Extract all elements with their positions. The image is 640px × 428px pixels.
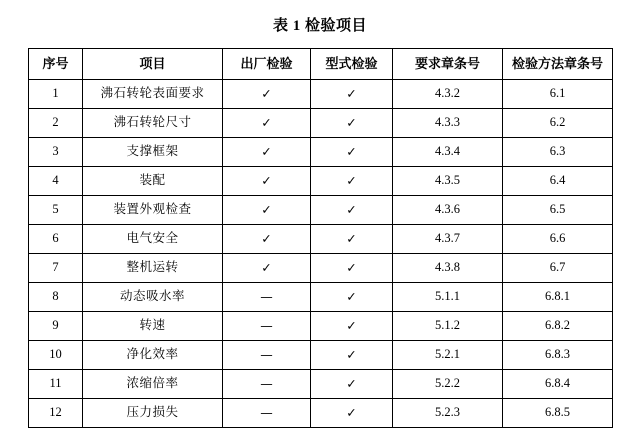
cell-requirement: 5.2.1 [393, 341, 503, 370]
table-header [29, 49, 613, 80]
cell-method: 6.5 [503, 196, 613, 225]
cell-no: 2 [29, 109, 83, 138]
cell-no: 12 [29, 399, 83, 428]
cell-type-inspection: ✓ [311, 254, 393, 283]
cell-factory-inspection: ✓ [223, 254, 311, 283]
cell-type-inspection: ✓ [311, 341, 393, 370]
cell-no: 9 [29, 312, 83, 341]
cell-requirement: 5.2.2 [393, 370, 503, 399]
table-row [29, 225, 613, 254]
cell-requirement: 5.1.2 [393, 312, 503, 341]
cell-item: 沸石转轮表面要求 [83, 80, 223, 109]
cell-factory-inspection: — [223, 370, 311, 399]
cell-method: 6.8.4 [503, 370, 613, 399]
column-header-requirement: 要求章条号 [393, 49, 503, 80]
cell-item: 压力损失 [83, 399, 223, 428]
cell-method: 6.1 [503, 80, 613, 109]
cell-no: 4 [29, 167, 83, 196]
table-row [29, 138, 613, 167]
column-header-no: 序号 [29, 49, 83, 80]
cell-type-inspection: ✓ [311, 399, 393, 428]
table-row [29, 312, 613, 341]
cell-factory-inspection: ✓ [223, 196, 311, 225]
cell-requirement: 4.3.4 [393, 138, 503, 167]
cell-no: 6 [29, 225, 83, 254]
table-row [29, 80, 613, 109]
cell-method: 6.8.3 [503, 341, 613, 370]
cell-item: 整机运转 [83, 254, 223, 283]
cell-factory-inspection: ✓ [223, 109, 311, 138]
cell-method: 6.8.2 [503, 312, 613, 341]
cell-type-inspection: ✓ [311, 283, 393, 312]
cell-requirement: 4.3.7 [393, 225, 503, 254]
cell-item: 装配 [83, 167, 223, 196]
column-header-factory: 出厂检验 [223, 49, 311, 80]
table-row [29, 109, 613, 138]
cell-requirement: 4.3.6 [393, 196, 503, 225]
cell-no: 10 [29, 341, 83, 370]
cell-item: 净化效率 [83, 341, 223, 370]
cell-method: 6.6 [503, 225, 613, 254]
table-row [29, 283, 613, 312]
cell-requirement: 4.3.5 [393, 167, 503, 196]
cell-factory-inspection: — [223, 399, 311, 428]
cell-method: 6.8.5 [503, 399, 613, 428]
cell-method: 6.7 [503, 254, 613, 283]
page-title: 表 1 检验项目 [272, 18, 367, 34]
cell-requirement: 4.3.3 [393, 109, 503, 138]
cell-factory-inspection: ✓ [223, 138, 311, 167]
cell-requirement: 5.1.1 [393, 283, 503, 312]
table-row [29, 399, 613, 428]
table-header-row [29, 49, 613, 80]
cell-item: 转速 [83, 312, 223, 341]
cell-item: 装置外观检查 [83, 196, 223, 225]
inspection-items-table [28, 48, 613, 428]
table-row [29, 254, 613, 283]
cell-item: 电气安全 [83, 225, 223, 254]
cell-factory-inspection: — [223, 283, 311, 312]
cell-no: 3 [29, 138, 83, 167]
cell-method: 6.8.1 [503, 283, 613, 312]
table-container [0, 48, 640, 428]
table-body [29, 80, 613, 428]
cell-type-inspection: ✓ [311, 225, 393, 254]
cell-type-inspection: ✓ [311, 109, 393, 138]
cell-type-inspection: ✓ [311, 167, 393, 196]
table-row [29, 341, 613, 370]
cell-type-inspection: ✓ [311, 312, 393, 341]
cell-factory-inspection: ✓ [223, 80, 311, 109]
cell-method: 6.2 [503, 109, 613, 138]
cell-item: 浓缩倍率 [83, 370, 223, 399]
column-header-method: 检验方法章条号 [503, 49, 613, 80]
cell-item: 支撑框架 [83, 138, 223, 167]
cell-factory-inspection: — [223, 312, 311, 341]
cell-factory-inspection: — [223, 341, 311, 370]
cell-method: 6.3 [503, 138, 613, 167]
cell-no: 7 [29, 254, 83, 283]
cell-no: 5 [29, 196, 83, 225]
cell-item: 沸石转轮尺寸 [83, 109, 223, 138]
column-header-type: 型式检验 [311, 49, 393, 80]
cell-requirement: 5.2.3 [393, 399, 503, 428]
table-row [29, 196, 613, 225]
cell-factory-inspection: ✓ [223, 167, 311, 196]
cell-factory-inspection: ✓ [223, 225, 311, 254]
cell-type-inspection: ✓ [311, 196, 393, 225]
cell-item: 动态吸水率 [83, 283, 223, 312]
table-row [29, 167, 613, 196]
cell-type-inspection: ✓ [311, 370, 393, 399]
cell-no: 11 [29, 370, 83, 399]
cell-type-inspection: ✓ [311, 138, 393, 167]
cell-requirement: 4.3.2 [393, 80, 503, 109]
cell-method: 6.4 [503, 167, 613, 196]
cell-type-inspection: ✓ [311, 80, 393, 109]
cell-requirement: 4.3.8 [393, 254, 503, 283]
cell-no: 1 [29, 80, 83, 109]
cell-no: 8 [29, 283, 83, 312]
column-header-item: 项目 [83, 49, 223, 80]
table-row [29, 370, 613, 399]
